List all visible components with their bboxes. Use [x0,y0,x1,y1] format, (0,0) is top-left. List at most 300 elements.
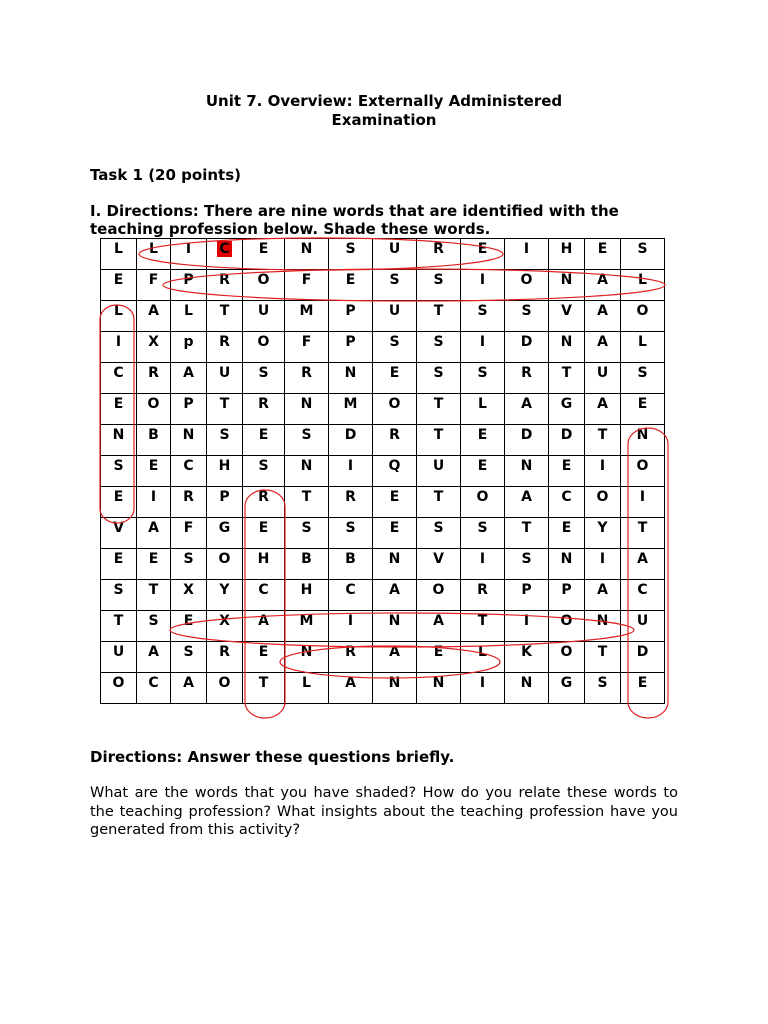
grid-cell [461,642,505,673]
grid-row [101,487,665,518]
grid-cell [243,642,285,673]
grid-letter: T [521,520,532,536]
grid-cell [329,456,373,487]
grid-letter: S [301,520,312,536]
grid-letter: O [257,272,270,288]
grid-cell [171,425,207,456]
grid-letter: A [597,272,608,288]
grid-cell [585,487,621,518]
grid-letter: N [636,427,649,443]
grid-cell [207,456,243,487]
grid-letter: T [258,675,269,691]
grid-letter: P [345,303,356,319]
grid-letter: S [637,365,648,381]
grid-letter: R [521,365,532,381]
grid-letter: T [301,489,312,505]
grid-cell [505,673,549,704]
task-heading: Task 1 (20 points) [90,166,241,184]
grid-cell [285,456,329,487]
grid-cell [171,270,207,301]
grid-cell [461,673,505,704]
grid-cell [621,580,665,611]
grid-cell [505,580,549,611]
grid-letter: I [639,489,646,505]
grid-cell [373,270,417,301]
grid-cell [137,332,171,363]
grid-cell [373,611,417,642]
grid-letter: L [478,644,487,660]
title-line-2: Examination [331,111,437,129]
grid-letter: L [638,272,647,288]
grid-cell [137,673,171,704]
grid-letter: D [636,644,649,660]
grid-letter: N [596,613,609,629]
grid-cell [207,363,243,394]
grid-letter: E [258,427,269,443]
grid-cell [621,239,665,270]
grid-cell [329,301,373,332]
grid-letter: N [520,458,533,474]
grid-cell [207,642,243,673]
grid-cell [585,332,621,363]
grid-letter: B [345,551,356,567]
grid-letter: O [432,582,445,598]
grid-letter: A [521,396,532,412]
grid-letter: S [477,303,488,319]
grid-letter: R [345,489,356,505]
grid-letter: A [148,644,159,660]
grid-letter: A [597,334,608,350]
grid-cell [101,673,137,704]
grid-letter: E [389,365,400,381]
grid-cell [137,487,171,518]
grid-cell [549,642,585,673]
grid-cell [207,301,243,332]
grid-letter: S [433,272,444,288]
grid-cell [585,425,621,456]
grid-letter: Q [388,458,401,474]
title-line-1: Unit 7. Overview: Externally Administered [205,92,563,110]
grid-cell [329,673,373,704]
grid-cell [207,239,243,270]
grid-cell [373,239,417,270]
grid-letter: E [477,458,488,474]
grid-cell [621,425,665,456]
grid-cell [243,363,285,394]
grid-cell [549,270,585,301]
grid-cell [505,456,549,487]
grid-cell [417,332,461,363]
grid-letter: S [183,644,194,660]
grid-letter: U [596,365,609,381]
grid-cell [137,642,171,673]
grid-cell [285,549,329,580]
grid-cell [621,642,665,673]
grid-cell [505,642,549,673]
grid-cell [329,425,373,456]
grid-letter: R [258,396,269,412]
grid-letter: E [477,427,488,443]
grid-cell [417,270,461,301]
grid-cell [207,425,243,456]
grid-letter: I [347,613,354,629]
grid-letter: A [597,396,608,412]
grid-letter: M [299,613,314,629]
grid-cell [207,580,243,611]
grid-cell [505,487,549,518]
grid-letter: G [560,675,573,691]
grid-letter: T [433,427,444,443]
grid-letter: N [300,241,313,257]
grid-cell [505,301,549,332]
grid-cell [461,425,505,456]
grid-cell [549,549,585,580]
grid-letter: A [597,303,608,319]
grid-letter: S [219,427,230,443]
grid-letter: T [433,396,444,412]
grid-cell [171,487,207,518]
grid-letter: I [523,241,530,257]
grid-cell [417,394,461,425]
grid-cell [417,487,461,518]
grid-cell [171,301,207,332]
grid-row [101,425,665,456]
grid-cell [207,549,243,580]
grid-letter: P [183,396,194,412]
grid-cell [461,580,505,611]
grid-letter: R [433,241,444,257]
grid-letter: L [478,396,487,412]
grid-letter: L [114,241,123,257]
grid-letter: E [433,644,444,660]
grid-letter: N [560,551,573,567]
grid-letter: R [219,644,230,660]
grid-letter: P [183,272,194,288]
grid-cell [171,611,207,642]
grid-cell [171,673,207,704]
grid-cell [285,270,329,301]
grid-letter: A [389,582,400,598]
grid-letter: E [113,272,124,288]
grid-cell [621,332,665,363]
grid-cell [285,425,329,456]
grid-cell [373,425,417,456]
grid-cell [101,270,137,301]
grid-letter: O [636,303,649,319]
grid-letter: C [345,582,356,598]
grid-cell [417,301,461,332]
grid-cell [171,332,207,363]
grid-letter: U [218,365,231,381]
grid-cell [329,363,373,394]
grid-row [101,673,665,704]
grid-cell [285,580,329,611]
grid-cell [243,270,285,301]
grid-cell [137,270,171,301]
grid-letter: S [258,458,269,474]
grid-letter: R [148,365,159,381]
grid-cell [373,673,417,704]
grid-cell [373,580,417,611]
grid-letter: P [219,489,230,505]
grid-letter: U [388,303,401,319]
grid-letter: C [219,241,230,257]
grid-cell [373,363,417,394]
grid-letter: U [432,458,445,474]
grid-letter: A [597,582,608,598]
grid-letter: C [113,365,124,381]
grid-letter: R [219,334,230,350]
grid-cell [329,518,373,549]
grid-letter: R [219,272,230,288]
grid-cell [549,332,585,363]
grid-letter: E [148,551,159,567]
grid-letter: S [477,365,488,381]
directions-2: Directions: Answer these questions briefly. [90,748,455,766]
grid-cell [373,301,417,332]
grid-cell [505,363,549,394]
grid-letter: T [113,613,124,629]
grid-letter: F [148,272,159,288]
grid-cell [505,549,549,580]
grid-cell [285,363,329,394]
grid-cell [285,239,329,270]
grid-letter: U [636,613,649,629]
grid-letter: T [597,644,608,660]
grid-letter: H [257,551,270,567]
grid-cell [505,270,549,301]
grid-row [101,301,665,332]
grid-cell [243,239,285,270]
grid-cell [585,239,621,270]
grid-cell [285,642,329,673]
grid-cell [585,518,621,549]
grid-letter: I [479,551,486,567]
grid-cell [285,394,329,425]
grid-cell [207,611,243,642]
grid-cell [243,611,285,642]
grid-letter: P [521,582,532,598]
grid-letter: O [520,272,533,288]
grid-letter: A [637,551,648,567]
grid-letter: N [560,334,573,350]
grid-letter: N [300,458,313,474]
grid-letter: S [301,427,312,443]
grid-cell [373,518,417,549]
grid-cell [207,673,243,704]
grid-cell [461,270,505,301]
grid-letter: T [433,303,444,319]
grid-letter: E [113,551,124,567]
grid-cell [329,487,373,518]
grid-cell [461,301,505,332]
grid-cell [417,425,461,456]
grid-cell [549,487,585,518]
grid-letter: C [148,675,159,691]
grid-letter: U [112,644,125,660]
grid-cell [137,425,171,456]
grid-cell [549,580,585,611]
grid-letter: S [477,520,488,536]
grid-cell [285,518,329,549]
grid-letter: S [113,458,124,474]
grid-cell [137,580,171,611]
grid-letter: X [148,334,159,350]
grid-letter: T [477,613,488,629]
grid-letter: S [597,675,608,691]
grid-cell [207,332,243,363]
grid-cell [243,518,285,549]
grid-letter: L [184,303,193,319]
grid-cell [243,394,285,425]
grid-letter: L [114,303,123,319]
grid-cell [585,611,621,642]
grid-cell [621,301,665,332]
grid-cell [621,611,665,642]
grid-cell [549,425,585,456]
grid-letter: O [388,396,401,412]
grid-row [101,363,665,394]
grid-letter: N [344,365,357,381]
grid-letter: E [258,241,269,257]
grid-letter: C [637,582,648,598]
grid-letter: H [300,582,313,598]
grid-letter: B [148,427,159,443]
grid-cell [285,611,329,642]
grid-row [101,239,665,270]
grid-letter: T [219,396,230,412]
grid-letter: I [523,613,530,629]
grid-letter: E [597,241,608,257]
grid-letter: E [148,458,159,474]
grid-letter: N [432,675,445,691]
grid-cell [137,549,171,580]
grid-cell [329,611,373,642]
grid-cell [373,487,417,518]
grid-cell [461,549,505,580]
grid-letter: C [183,458,194,474]
grid-letter: E [258,520,269,536]
grid-letter: E [258,644,269,660]
grid-letter: S [521,303,532,319]
grid-letter: V [433,551,444,567]
grid-cell [101,642,137,673]
grid-cell [417,580,461,611]
grid-cell [585,673,621,704]
grid-letter: E [183,613,194,629]
grid-letter: L [302,675,311,691]
grid-letter: p [183,334,194,350]
grid-cell [101,611,137,642]
grid-row [101,580,665,611]
grid-letter: M [343,396,358,412]
grid-letter: D [520,427,533,443]
grid-cell [243,332,285,363]
grid-cell [417,611,461,642]
grid-letter: E [113,396,124,412]
directions-1: I. Directions: There are nine words that are identified with the teaching profession below. Shade these words. [90,202,619,238]
grid-letter: I [479,675,486,691]
grid-letter: A [183,675,194,691]
grid-letter: I [599,458,606,474]
grid-cell [137,518,171,549]
grid-letter: O [596,489,609,505]
grid-cell [549,394,585,425]
grid-cell [585,270,621,301]
grid-cell [171,239,207,270]
grid-cell [417,642,461,673]
grid-cell [585,580,621,611]
grid-letter: T [597,427,608,443]
grid-letter: H [218,458,231,474]
grid-letter: E [389,489,400,505]
grid-letter: L [638,334,647,350]
grid-cell [461,518,505,549]
grid-row [101,332,665,363]
questions-paragraph: What are the words that you have shaded? How do you relate these words to the teaching profession? What insights about the teaching profession have you generated from this activity? [90,785,678,838]
grid-cell [585,301,621,332]
grid-cell [329,580,373,611]
grid-letter: S [148,613,159,629]
grid-cell [243,456,285,487]
grid-cell [549,518,585,549]
grid-letter: S [433,365,444,381]
grid-cell [243,425,285,456]
grid-letter: S [345,241,356,257]
grid-cell [101,518,137,549]
grid-letter: S [113,582,124,598]
grid-letter: E [637,675,648,691]
grid-letter: E [389,520,400,536]
grid-cell [207,394,243,425]
grid-cell [329,642,373,673]
grid-cell [549,673,585,704]
grid-letter: R [389,427,400,443]
grid-cell [285,332,329,363]
grid-cell [585,363,621,394]
grid-cell [505,611,549,642]
grid-cell [171,518,207,549]
grid-letter: V [113,520,124,536]
grid-cell [505,239,549,270]
grid-letter: A [148,520,159,536]
grid-cell [417,518,461,549]
grid-letter: A [521,489,532,505]
grid-letter: N [112,427,125,443]
grid-letter: S [433,520,444,536]
grid-cell [137,456,171,487]
grid-letter: N [300,644,313,660]
grid-cell [505,518,549,549]
grid-cell [137,363,171,394]
grid-letter: U [257,303,270,319]
grid-letter: O [218,675,231,691]
grid-letter: N [182,427,195,443]
grid-cell [621,518,665,549]
grid-cell [101,239,137,270]
grid-cell [373,394,417,425]
grid-letter: O [476,489,489,505]
grid-cell [461,239,505,270]
grid-cell [101,363,137,394]
grid-cell [505,332,549,363]
grid-cell [621,487,665,518]
grid-cell [137,301,171,332]
grid-letter: E [637,396,648,412]
grid-letter: I [115,334,122,350]
grid-letter: S [258,365,269,381]
grid-letter: F [183,520,194,536]
